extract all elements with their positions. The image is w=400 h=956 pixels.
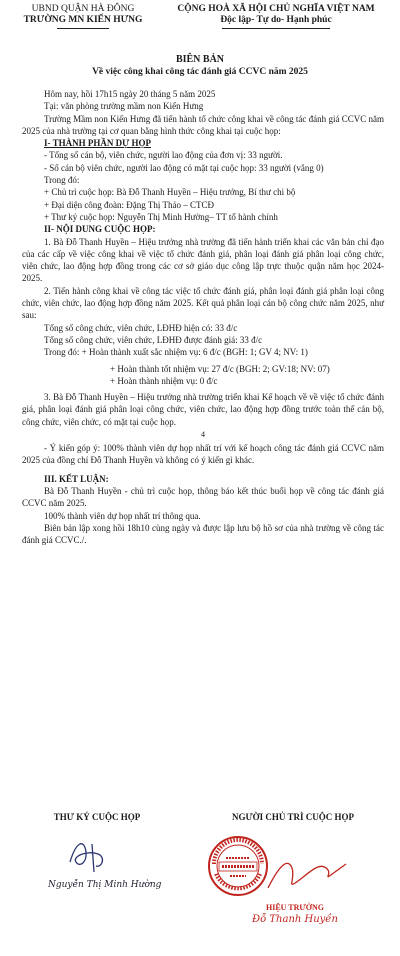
paragraph-date: Hôm nay, hồi 17h15 ngày 20 tháng 5 năm 2025 bbox=[44, 89, 216, 99]
page-mark: 4 bbox=[201, 430, 205, 440]
paragraph-union: + Đại diện công đoàn: Đặng Thị Thảo – CTCĐ bbox=[44, 199, 214, 210]
agency-header bbox=[18, 4, 148, 29]
secretary-label: THƯ KÝ CUỘC HỌP bbox=[53, 812, 141, 822]
paragraph-chair: + Chủ trì cuộc họp: Bà Đỗ Thanh Huyền – Hiệu trưởng, Bí thư chi bộ bbox=[44, 187, 296, 198]
principal-name: Đỗ Thanh Huyền bbox=[252, 914, 338, 925]
section-heading-content: II- NỘI DUNG CUỘC HỌP: bbox=[44, 224, 156, 235]
agency-name: UBND QUẬN HÀ ĐÔNG bbox=[31, 4, 135, 14]
nation-name: CỘNG HOÀ XÃ HỘI CHỦ NGHĨA VIỆT NAM bbox=[177, 4, 375, 14]
secretary-signature-icon bbox=[62, 832, 132, 882]
paragraph-total-evaluated: Tổng số công chức, viên chức, LĐHĐ được đánh giá: 33 đ/c bbox=[44, 334, 263, 345]
paragraph-approved: 100% thành viên dự họp nhất trí thông qua. bbox=[44, 510, 201, 521]
chair-label: NGƯỜI CHỦ TRÌ CUỘC HỌP bbox=[231, 812, 354, 822]
secretary-signed-name: Nguyễn Thị Minh Hường bbox=[48, 880, 162, 890]
document-title: BIÊN BẢN bbox=[175, 54, 225, 65]
paragraph-closing: Bà Đỗ Thanh Huyền - chủ trì cuộc họp, thông báo kết thúc buổi họp về công tác đánh giá CCVC năm 2025. bbox=[22, 485, 384, 509]
nation-header bbox=[160, 4, 392, 29]
agency-underline bbox=[57, 28, 109, 29]
paragraph-good: + Hoàn thành tốt nhiệm vụ: 27 đ/c (BGH: 2; GV:18; NV: 07) bbox=[110, 363, 330, 374]
paragraph-complete: + Hoàn thành nhiệm vụ: 0 đ/c bbox=[110, 375, 218, 386]
paragraph-excellent: Trong đó: + Hoàn thành xuất sắc nhiệm vụ: 6 đ/c (BGH: 1; GV 4; NV: 1) bbox=[44, 347, 308, 358]
section-heading-conclusion: III. KẾT LUẬN: bbox=[44, 473, 109, 484]
principal-title: HIỆU TRƯỞNG bbox=[266, 903, 325, 912]
document-subtitle: Về việc công khai công tác đánh giá CCVC năm 2025 bbox=[92, 67, 308, 77]
paragraph-item-1: 1. Bà Đỗ Thanh Huyền – Hiệu trưởng nhà trường đã tiến hành triển khai các văn bản chỉ đạo của các cấp về việc công khai về việc tổ chức đánh giá, phân loại đánh giá phân loại công chức, viên chức, lao động hợp đồng trong các cơ sở giáo dục công lập trực thuộc quận năm học 2024-2025. bbox=[22, 236, 384, 284]
document-body bbox=[22, 88, 384, 546]
paragraph-intro: Trường Mầm non Kiến Hưng đã tiến hành tổ chức công khai về công tác đánh giá CCVC năm 2025 của nhà trường tại cơ quan bằng hình thức công khai tại cuộc họp: bbox=[22, 113, 384, 136]
paragraph-among: Trong đó: bbox=[44, 175, 80, 186]
paragraph-location: Tại: văn phòng trường mầm non Kiến Hưng bbox=[44, 101, 204, 112]
motto-underline bbox=[222, 28, 330, 29]
paragraph-total-current: Tổng số công chức, viên chức, LĐHĐ hiện có: 33 đ/c bbox=[44, 322, 238, 333]
paragraph-secretary: + Thư ký cuộc họp: Nguyễn Thị Minh Hường– TT tổ hành chính bbox=[44, 211, 278, 222]
paragraph-present-staff: - Số cán bộ viên chức, người lao động có mặt tại cuộc họp: 33 người (vắng 0) bbox=[44, 162, 324, 173]
paragraph-feedback: - Ý kiến góp ý: 100% thành viên dự họp nhất trí với kế hoạch công tác đánh giá CCVC năm 2025 của đồng chí Đỗ Thanh Huyền và không có ý kiến gì khác. bbox=[22, 443, 384, 466]
nation-motto: Độc lập- Tự do- Hạnh phúc bbox=[220, 15, 332, 25]
paragraph-item-2: 2. Tiến hành công khai về công tác việc tổ chức đánh giá, phân loại đánh giá phân loại công chức, viên chức, lao động hợp đồng năm 2025. Kết quả phân loại cán bộ công chức năm 2025, như sau: bbox=[22, 285, 384, 321]
section-heading-attendance: I- THÀNH PHẦN DỰ HỌP bbox=[44, 138, 151, 149]
paragraph-item-3: 3. Bà Đỗ Thanh Huyền – Hiệu trưởng nhà trường triển khai Kế hoạch về về việc tổ chức đánh giá, phân loại đánh giá phân loại công chức, viên chức, lao động hợp đồng trước toàn thể cán bộ, công chức, viên chức, có mặt tại cuộc họp. bbox=[22, 392, 384, 427]
school-stamp-icon bbox=[206, 834, 270, 898]
principal-signature-icon bbox=[262, 848, 352, 900]
school-name: TRƯỜNG MN KIẾN HƯNG bbox=[23, 15, 143, 25]
paragraph-total-staff: - Tổng số cán bộ, viên chức, người lao động của đơn vị: 33 người. bbox=[44, 150, 283, 161]
paragraph-archive: Biên bản lập xong hồi 18h10 cùng ngày và được lập lưu bộ hồ sơ của nhà trường về công tác đánh giá CCVC./. bbox=[22, 522, 384, 546]
